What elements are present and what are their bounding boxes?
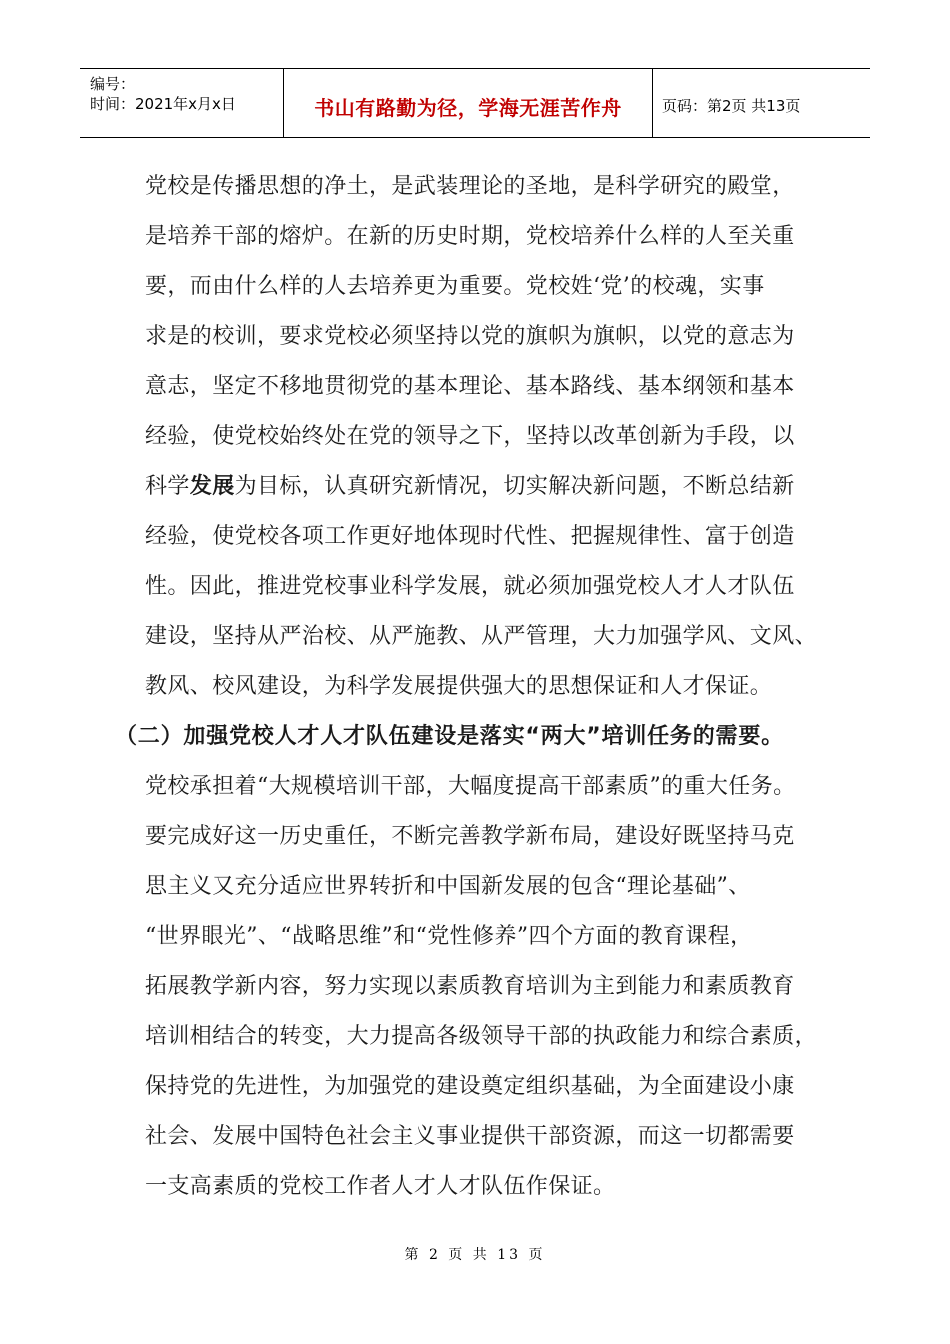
page-footer: 第 2 页 共 13 页 (404, 1247, 546, 1263)
section-heading: （二）加强党校人才人才队伍建设是落实“两大”培训任务的需要。 (115, 724, 784, 749)
paragraph-line: 保持党的先进性，为加强党的建设奠定组织基础，为全面建设小康 (145, 1074, 795, 1099)
bold-term: 发展 (189, 474, 235, 499)
paragraph-line: 拓展教学新内容，努力实现以素质教育培训为主到能力和素质教育 (145, 974, 795, 999)
paragraph-line: 经验，使党校各项工作更好地体现时代性、把握规律性、富于创造 (145, 524, 795, 549)
paragraph-line: “世界眼光”、“战略思维”和“党性修养”四个方面的教育课程， (145, 924, 753, 949)
document-header (80, 68, 870, 138)
paragraph-line (145, 462, 835, 512)
paragraph-line: 教风、校风建设，为科学发展提供强大的思想保证和人才保证。 (145, 674, 773, 699)
paragraph-line: 经验，使党校始终处在党的领导之下，坚持以改革创新为手段，以 (145, 424, 795, 449)
page-info: 页码：第2页 共13页 (662, 97, 801, 115)
paragraph-line: 要完成好这一历史重任，不断完善教学新布局，建设好既坚持马克 (145, 824, 795, 849)
paragraph-line: 党校是传播思想的净土，是武装理论的圣地，是科学研究的殿堂， (145, 174, 795, 199)
paragraph-line: 党校承担着“大规模培训干部，大幅度提高干部素质”的重大任务。 (145, 774, 796, 799)
number-label: 编号： (90, 75, 136, 93)
paragraph-line: 要，而由什么样的人去培养更为重要。党校姓‘党’的校魂，实事 (145, 274, 765, 299)
date-line: 时间：2021年x月x日 (90, 95, 236, 113)
paragraph-line: 意志，坚定不移地贯彻党的基本理论、基本路线、基本纲领和基本 (145, 374, 795, 399)
paragraph-line: 求是的校训，要求党校必须坚持以党的旗帜为旗帜，以党的意志为 (145, 324, 795, 349)
paragraph-line: 思主义又充分适应世界转折和中国新发展的包含“理论基础”、 (145, 874, 751, 899)
line-segment: 科学 (145, 474, 190, 499)
header-motto-cell (283, 69, 653, 137)
motto: 书山有路勤为径，学海无涯苦作舟 (314, 96, 622, 120)
paragraph-line: 性。因此，推进党校事业科学发展，就必须加强党校人才人才队伍 (145, 574, 795, 599)
paragraph-line: 培训相结合的转变，大力提高各级领导干部的执政能力和综合素质， (145, 1024, 818, 1049)
body-text (115, 162, 835, 1212)
paragraph-line: 一支高素质的党校工作者人才人才队伍作保证。 (145, 1174, 616, 1199)
paragraph-line: 建设，坚持从严治校、从严施教、从严管理，大力加强学风、文风、 (145, 624, 818, 649)
paragraph-line: 社会、发展中国特色社会主义事业提供干部资源，而这一切都需要 (145, 1124, 795, 1149)
header-meta-cell (80, 69, 283, 137)
header-page-cell (652, 69, 870, 137)
line-segment: 为目标，认真研究新情况，切实解决新问题，不断总结新 (234, 474, 795, 499)
paragraph-line: 是培养干部的熔炉。在新的历史时期，党校培养什么样的人至关重 (145, 224, 795, 249)
